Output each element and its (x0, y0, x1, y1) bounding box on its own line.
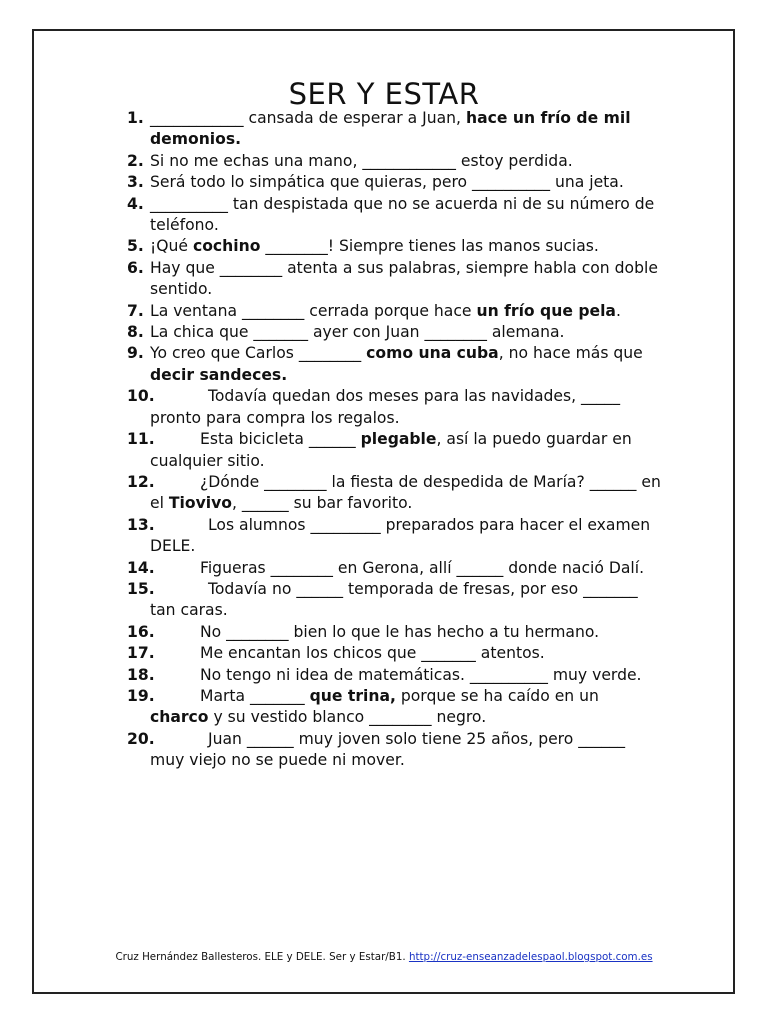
exercise-item (127, 558, 662, 579)
exercise-number: 10. (127, 387, 155, 406)
sentence-text: La chica que _______ ayer con Juan ________ alemana. (150, 323, 565, 342)
exercise-number: 9. (127, 344, 144, 363)
sentence-text: , no hace más que (498, 344, 643, 363)
footer-link[interactable]: http://cruz-enseanzadelespaol.blogspot.com.es (408, 951, 653, 963)
exercise-sentence (150, 302, 621, 320)
exercise-item (127, 686, 662, 729)
exercise-number: 16. (127, 622, 155, 641)
exercise-item (127, 258, 662, 301)
exercise-number: 20. (127, 729, 155, 748)
exercise-item (127, 665, 662, 686)
sentence-text: , ______ su bar favorito. (231, 494, 413, 513)
bold-phrase: Tiovivo (168, 494, 232, 513)
sentence-text: Marta _______ (200, 686, 310, 705)
bold-phrase: decir sandeces. (150, 365, 288, 384)
bold-phrase: plegable (360, 430, 437, 449)
exercise-sentence (150, 344, 643, 383)
exercise-item (127, 515, 662, 558)
footer-credit: Cruz Hernández Ballesteros. ELE y DELE. Ser y Estar/B1. (115, 951, 409, 963)
sentence-text: ¿Dónde ________ la fiesta de despedida de María? ______ en el (150, 472, 661, 513)
sentence-text: __________ tan despistada que no se acuerda ni de su número de teléfono. (150, 194, 655, 235)
sentence-text: Todavía no ______ temporada de fresas, por eso _______ tan caras. (150, 579, 638, 620)
sentence-text: , así la puedo guardar en cualquier sitio. (150, 430, 632, 470)
exercise-sentence (150, 687, 599, 726)
exercise-item (127, 172, 662, 193)
sentence-text: Esta bicicleta ______ (200, 430, 361, 449)
exercise-number: 5. (127, 237, 144, 256)
sentence-text: Me encantan los chicos que _______ atentos. (200, 644, 545, 663)
exercise-sentence (150, 173, 624, 191)
exercise-item (127, 236, 662, 257)
exercise-number: 1. (127, 109, 144, 127)
exercise-item (127, 108, 662, 151)
exercise-item (127, 729, 662, 772)
bold-phrase: charco (150, 708, 209, 727)
footer (0, 951, 768, 963)
sentence-text: ____________ cansada de esperar a Juan, (150, 109, 466, 127)
sentence-text: Juan ______ muy joven solo tiene 25 años, pero ______ muy viejo no se puede ni mover. (150, 729, 626, 770)
exercise-sentence (150, 559, 644, 577)
exercise-item (127, 429, 662, 472)
exercise-number: 2. (127, 151, 144, 170)
exercise-number: 17. (127, 644, 155, 663)
exercise-item (127, 386, 662, 429)
exercise-number: 4. (127, 194, 144, 213)
sentence-text: Todavía quedan dos meses para las navidades, _____ pronto para compra los regalos. (150, 387, 621, 427)
exercise-number: 7. (127, 301, 144, 320)
exercise-number: 19. (127, 686, 155, 705)
exercise-sentence (150, 152, 573, 170)
exercise-item (127, 472, 662, 515)
exercise-item (127, 322, 662, 343)
exercise-number: 18. (127, 665, 155, 684)
exercise-sentence (150, 730, 625, 769)
exercise-sentence (150, 473, 661, 512)
exercise-number: 6. (127, 258, 144, 277)
sentence-text: porque se ha caído en un (395, 686, 599, 705)
exercise-item (127, 579, 662, 622)
exercise-number: 14. (127, 558, 155, 577)
exercise-sentence (150, 195, 654, 234)
exercise-number: 13. (127, 515, 155, 534)
sentence-text: Hay que ________ atenta a sus palabras, siempre habla con doble sentido. (150, 258, 658, 299)
sentence-text: ________! Siempre tienes las manos sucias. (260, 237, 599, 256)
sentence-text: . (615, 301, 621, 320)
sentence-text: y su vestido blanco ________ negro. (208, 708, 487, 727)
bold-phrase: cochino (192, 237, 261, 256)
exercise-number: 15. (127, 579, 155, 598)
sentence-text: Si no me echas una mano, ____________ estoy perdida. (150, 151, 573, 170)
exercise-item (127, 194, 662, 237)
sentence-text: Yo creo que Carlos ________ (150, 344, 367, 363)
exercise-list (127, 108, 662, 772)
exercise-item (127, 343, 662, 386)
exercise-number: 3. (127, 173, 144, 192)
bold-phrase: que trina, (309, 686, 396, 705)
sentence-text: Será todo lo simpática que quieras, pero __________ una jeta. (150, 173, 624, 192)
sentence-text: Figueras ________ en Gerona, allí ______ donde nació Dalí. (200, 558, 645, 577)
exercise-number: 12. (127, 472, 155, 491)
exercise-number: 11. (127, 430, 155, 449)
bold-phrase: hace un frío de mil demonios. (150, 109, 631, 149)
exercise-sentence (150, 323, 564, 341)
exercise-sentence (150, 387, 620, 426)
sentence-text: Los alumnos _________ preparados para hacer el examen DELE. (150, 515, 651, 556)
exercise-sentence (150, 580, 638, 619)
exercise-item (127, 301, 662, 322)
exercise-sentence (150, 623, 599, 641)
sentence-text: No ________ bien lo que le has hecho a tu hermano. (200, 622, 600, 641)
exercise-item (127, 151, 662, 172)
exercise-item (127, 622, 662, 643)
exercise-sentence (150, 430, 632, 469)
exercise-sentence (150, 644, 545, 662)
exercise-sentence (150, 516, 650, 555)
exercise-sentence (150, 237, 599, 255)
exercise-number: 8. (127, 323, 144, 342)
bold-phrase: como una cuba (366, 344, 499, 363)
sentence-text: ¡Qué (150, 237, 193, 256)
sentence-text: No tengo ni idea de matemáticas. __________ muy verde. (200, 665, 642, 684)
sentence-text: La ventana ________ cerrada porque hace (150, 301, 477, 320)
exercise-sentence (150, 259, 658, 298)
exercise-item (127, 643, 662, 664)
bold-phrase: un frío que pela (476, 301, 616, 320)
exercise-sentence (150, 109, 631, 148)
page-title: SER Y ESTAR (288, 77, 480, 112)
exercise-sentence (150, 666, 642, 684)
